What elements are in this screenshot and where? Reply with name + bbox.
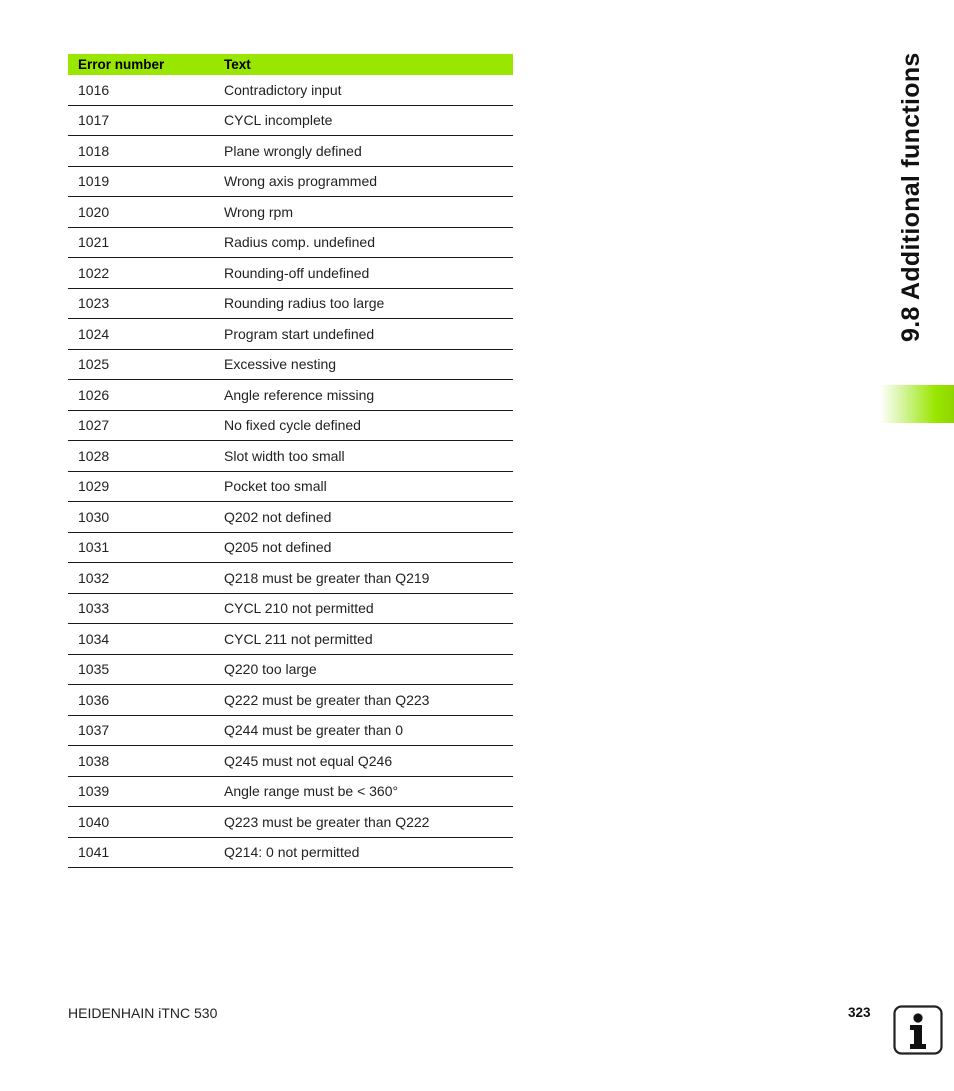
error-text-cell: Rounding-off undefined [214, 258, 513, 289]
page-number: 323 [848, 1005, 871, 1020]
table-row [68, 319, 513, 350]
error-text-cell: Angle reference missing [214, 380, 513, 411]
column-header-error-number: Error number [68, 54, 214, 75]
table-row [68, 288, 513, 319]
table-row [68, 258, 513, 289]
table-row [68, 776, 513, 807]
info-icon [893, 1005, 943, 1055]
error-text-cell: Radius comp. undefined [214, 227, 513, 258]
error-text-cell: Q245 must not equal Q246 [214, 746, 513, 777]
error-number-cell: 1024 [68, 319, 214, 350]
error-text-cell: Q222 must be greater than Q223 [214, 685, 513, 716]
table-row [68, 166, 513, 197]
error-number-cell: 1030 [68, 502, 214, 533]
error-number-cell: 1016 [68, 75, 214, 105]
error-number-cell: 1022 [68, 258, 214, 289]
error-text-cell: No fixed cycle defined [214, 410, 513, 441]
error-number-cell: 1041 [68, 837, 214, 868]
error-number-cell: 1020 [68, 197, 214, 228]
table-row [68, 807, 513, 838]
table-row [68, 471, 513, 502]
error-number-cell: 1037 [68, 715, 214, 746]
error-number-cell: 1040 [68, 807, 214, 838]
error-text-cell: CYCL incomplete [214, 105, 513, 136]
table-row [68, 685, 513, 716]
column-header-text: Text [214, 54, 513, 75]
table-row [68, 563, 513, 594]
table-row [68, 837, 513, 868]
table-row [68, 410, 513, 441]
error-text-cell: Q202 not defined [214, 502, 513, 533]
table-row [68, 349, 513, 380]
error-number-cell: 1031 [68, 532, 214, 563]
error-text-cell: Q244 must be greater than 0 [214, 715, 513, 746]
table-row [68, 75, 513, 105]
error-number-cell: 1034 [68, 624, 214, 655]
table-row [68, 502, 513, 533]
table-row [68, 746, 513, 777]
error-number-cell: 1026 [68, 380, 214, 411]
error-number-cell: 1032 [68, 563, 214, 594]
error-number-cell: 1021 [68, 227, 214, 258]
error-number-cell: 1029 [68, 471, 214, 502]
error-number-cell: 1033 [68, 593, 214, 624]
error-text-cell: Slot width too small [214, 441, 513, 472]
error-number-cell: 1018 [68, 136, 214, 167]
error-text-cell: Program start undefined [214, 319, 513, 350]
section-title: 9.8 Additional functions [897, 52, 925, 342]
error-text-cell: CYCL 211 not permitted [214, 624, 513, 655]
error-text-cell: Excessive nesting [214, 349, 513, 380]
error-number-cell: 1038 [68, 746, 214, 777]
chapter-tab [880, 385, 954, 423]
error-text-cell: Q218 must be greater than Q219 [214, 563, 513, 594]
error-text-cell: Q220 too large [214, 654, 513, 685]
table-row [68, 441, 513, 472]
table-row [68, 715, 513, 746]
error-number-cell: 1025 [68, 349, 214, 380]
error-number-cell: 1017 [68, 105, 214, 136]
table-header-row [68, 54, 513, 75]
table-row [68, 532, 513, 563]
error-number-cell: 1019 [68, 166, 214, 197]
table-row [68, 136, 513, 167]
error-number-cell: 1023 [68, 288, 214, 319]
error-text-cell: Angle range must be < 360° [214, 776, 513, 807]
table-row [68, 624, 513, 655]
error-text-cell: Q205 not defined [214, 532, 513, 563]
table-row [68, 654, 513, 685]
error-table [68, 54, 513, 868]
error-text-cell: Pocket too small [214, 471, 513, 502]
table-row [68, 227, 513, 258]
error-text-cell: Q214: 0 not permitted [214, 837, 513, 868]
error-text-cell: Q223 must be greater than Q222 [214, 807, 513, 838]
table-row [68, 380, 513, 411]
table-row [68, 593, 513, 624]
error-number-cell: 1027 [68, 410, 214, 441]
table-row [68, 105, 513, 136]
error-number-cell: 1035 [68, 654, 214, 685]
error-text-cell: Contradictory input [214, 75, 513, 105]
table-row [68, 197, 513, 228]
error-text-cell: CYCL 210 not permitted [214, 593, 513, 624]
error-number-cell: 1028 [68, 441, 214, 472]
error-text-cell: Wrong rpm [214, 197, 513, 228]
footer-product-name: HEIDENHAIN iTNC 530 [68, 1005, 218, 1021]
error-number-cell: 1036 [68, 685, 214, 716]
error-text-cell: Wrong axis programmed [214, 166, 513, 197]
error-number-cell: 1039 [68, 776, 214, 807]
error-text-cell: Plane wrongly defined [214, 136, 513, 167]
error-text-cell: Rounding radius too large [214, 288, 513, 319]
table-body [68, 75, 513, 868]
